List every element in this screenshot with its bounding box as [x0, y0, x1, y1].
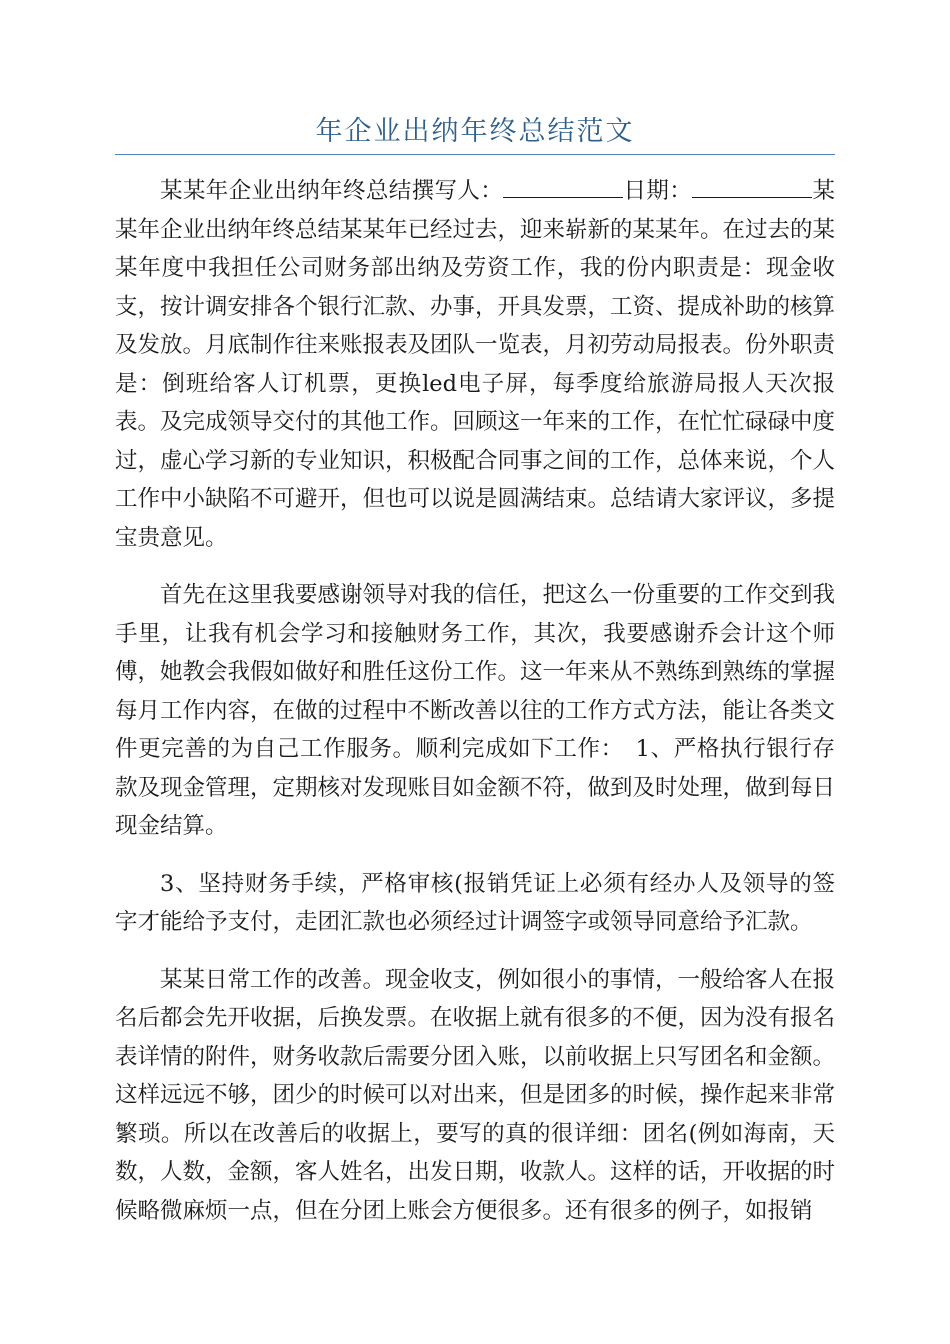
- intro-lead: 某某年企业出纳年终总结撰写人：: [160, 178, 504, 204]
- date-label: 日期：: [623, 178, 693, 204]
- date-blank-line: [692, 175, 812, 198]
- intro-body: 某某年企业出纳年终总结某某年已经过去，迎来崭新的某某年。在过去的某某年度中我担任公司财务部出纳及劳资工作，我的份内职责是：现金收支，按计调安排各个银行汇款、办事，开具发票，工资、提成补助的核算及发放。月底制作往来账报表及团队一览表，月初劳动局报表。份外职责是：倒班给客人订机票，更换led电子屏，每季度给旅游局报人天次报表。及完成领导交付的其他工作。回顾这一年来的工作，在忙忙碌碌中度过，虚心学习新的专业知识，积极配合同事之间的工作，总体来说，个人工作中小缺陷不可避开，但也可以说是圆满结束。总结请大家评议，多提宝贵意见。: [115, 178, 836, 551]
- author-blank-line: [503, 175, 623, 198]
- paragraph: 某某日常工作的改善。现金收支，例如很小的事情，一般给客人在报名后都会先开收据，后换发票。在收据上就有很多的不便，因为没有报名表详情的附件，财务收款后需要分团入账，以前收据上只写团名和金额。这样远远不够，团少的时候可以对出来，但是团多的时候，操作起来非常繁琐。所以在改善后的收据上，要写的真的很详细：团名(例如海南，天数，人数，金额，客人姓名，出发日期，收款人。这样的话，开收据的时候略微麻烦一点，但在分团上账会方便很多。还有很多的例子，如报销: [115, 966, 836, 1224]
- title-underline: [115, 154, 835, 155]
- document-body: [115, 172, 835, 1249]
- document-title: 年企业出纳年终总结范文: [315, 116, 635, 147]
- paragraph: 3、坚持财务手续，严格审核(报销凭证上必须有经办人及领导的签字才能给予支付，走团汇款也必须经过计调签字或领导同意给予汇款。: [115, 870, 835, 935]
- intro-paragraph: [115, 172, 835, 557]
- paragraph: 首先在这里我要感谢领导对我的信任，把这么一份重要的工作交到我手里，让我有机会学习和接触财务工作，其次，我要感谢乔会计这个师傅，她教会我假如做好和胜任这份工作。这一年来从不熟练到熟练的掌握每月工作内容，在做的过程中不断改善以往的工作方式方法，能让各类文件更完善的为自己工作服务。顺利完成如下工作： 1、严格执行银行存款及现金管理，定期核对发现账目如金额不符，做到及时处理，做到每日现金结算。: [115, 582, 836, 839]
